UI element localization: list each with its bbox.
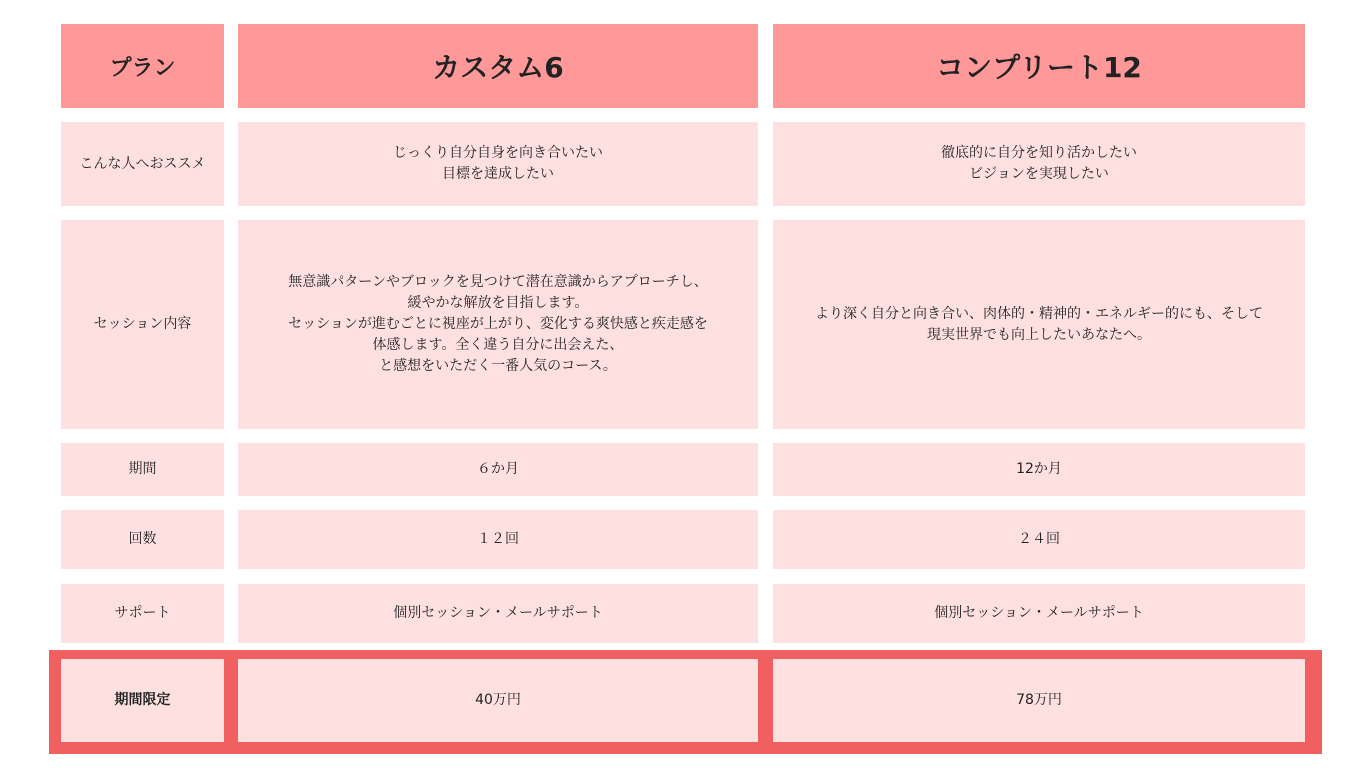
row-session-custom6	[238, 220, 758, 429]
row-price-custom6: 40万円	[238, 659, 758, 742]
row-period-custom6: ６か月	[238, 443, 758, 496]
row-price-label: 期間限定	[61, 659, 224, 742]
header-custom6: カスタム6	[238, 24, 758, 108]
row-period-label: 期間	[61, 443, 224, 496]
row-support-custom6: 個別セッション・メールサポート	[238, 584, 758, 643]
row-recommend-complete12	[773, 122, 1305, 206]
row-recommend-custom6	[238, 122, 758, 206]
row-count-custom6: １２回	[238, 510, 758, 569]
row-session-label-text: セッション内容	[93, 316, 192, 332]
row-recommend-complete12-text: 徹底的に自分を知り活かしたい ビジョンを実現したい	[941, 145, 1137, 182]
row-support-complete12: 個別セッション・メールサポート	[773, 584, 1305, 643]
row-session-custom6-text: 無意識パターンやブロックを見つけて潜在意識からアプローチし、 緩やかな解放を目指します。 セッションが進むごとに視座が上がり、変化する爽快感と疾走感を 体感します。全く違う自分に出会えた、 と感想をいただく一番人気のコース。	[288, 274, 708, 374]
row-support-label: サポート	[61, 584, 224, 643]
row-period-complete12: 12か月	[773, 443, 1305, 496]
row-recommend-label	[61, 122, 224, 206]
header-plan-label: プラン	[61, 24, 224, 108]
row-session-complete12-text: より深く自分と向き合い、肉体的・精神的・エネルギー的にも、そして 現実世界でも向上したいあなたへ。	[815, 305, 1263, 343]
header-complete12: コンプリート12	[773, 24, 1305, 108]
row-price-complete12: 78万円	[773, 659, 1305, 742]
row-session-label	[61, 220, 224, 429]
row-count-label: 回数	[61, 510, 224, 569]
row-session-complete12	[773, 220, 1305, 429]
row-recommend-label-text: こんな人へおススメ	[79, 155, 206, 172]
row-count-complete12: ２４回	[773, 510, 1305, 569]
row-recommend-custom6-text: じっくり自分自身を向き合いたい 目標を達成したい	[393, 145, 603, 182]
